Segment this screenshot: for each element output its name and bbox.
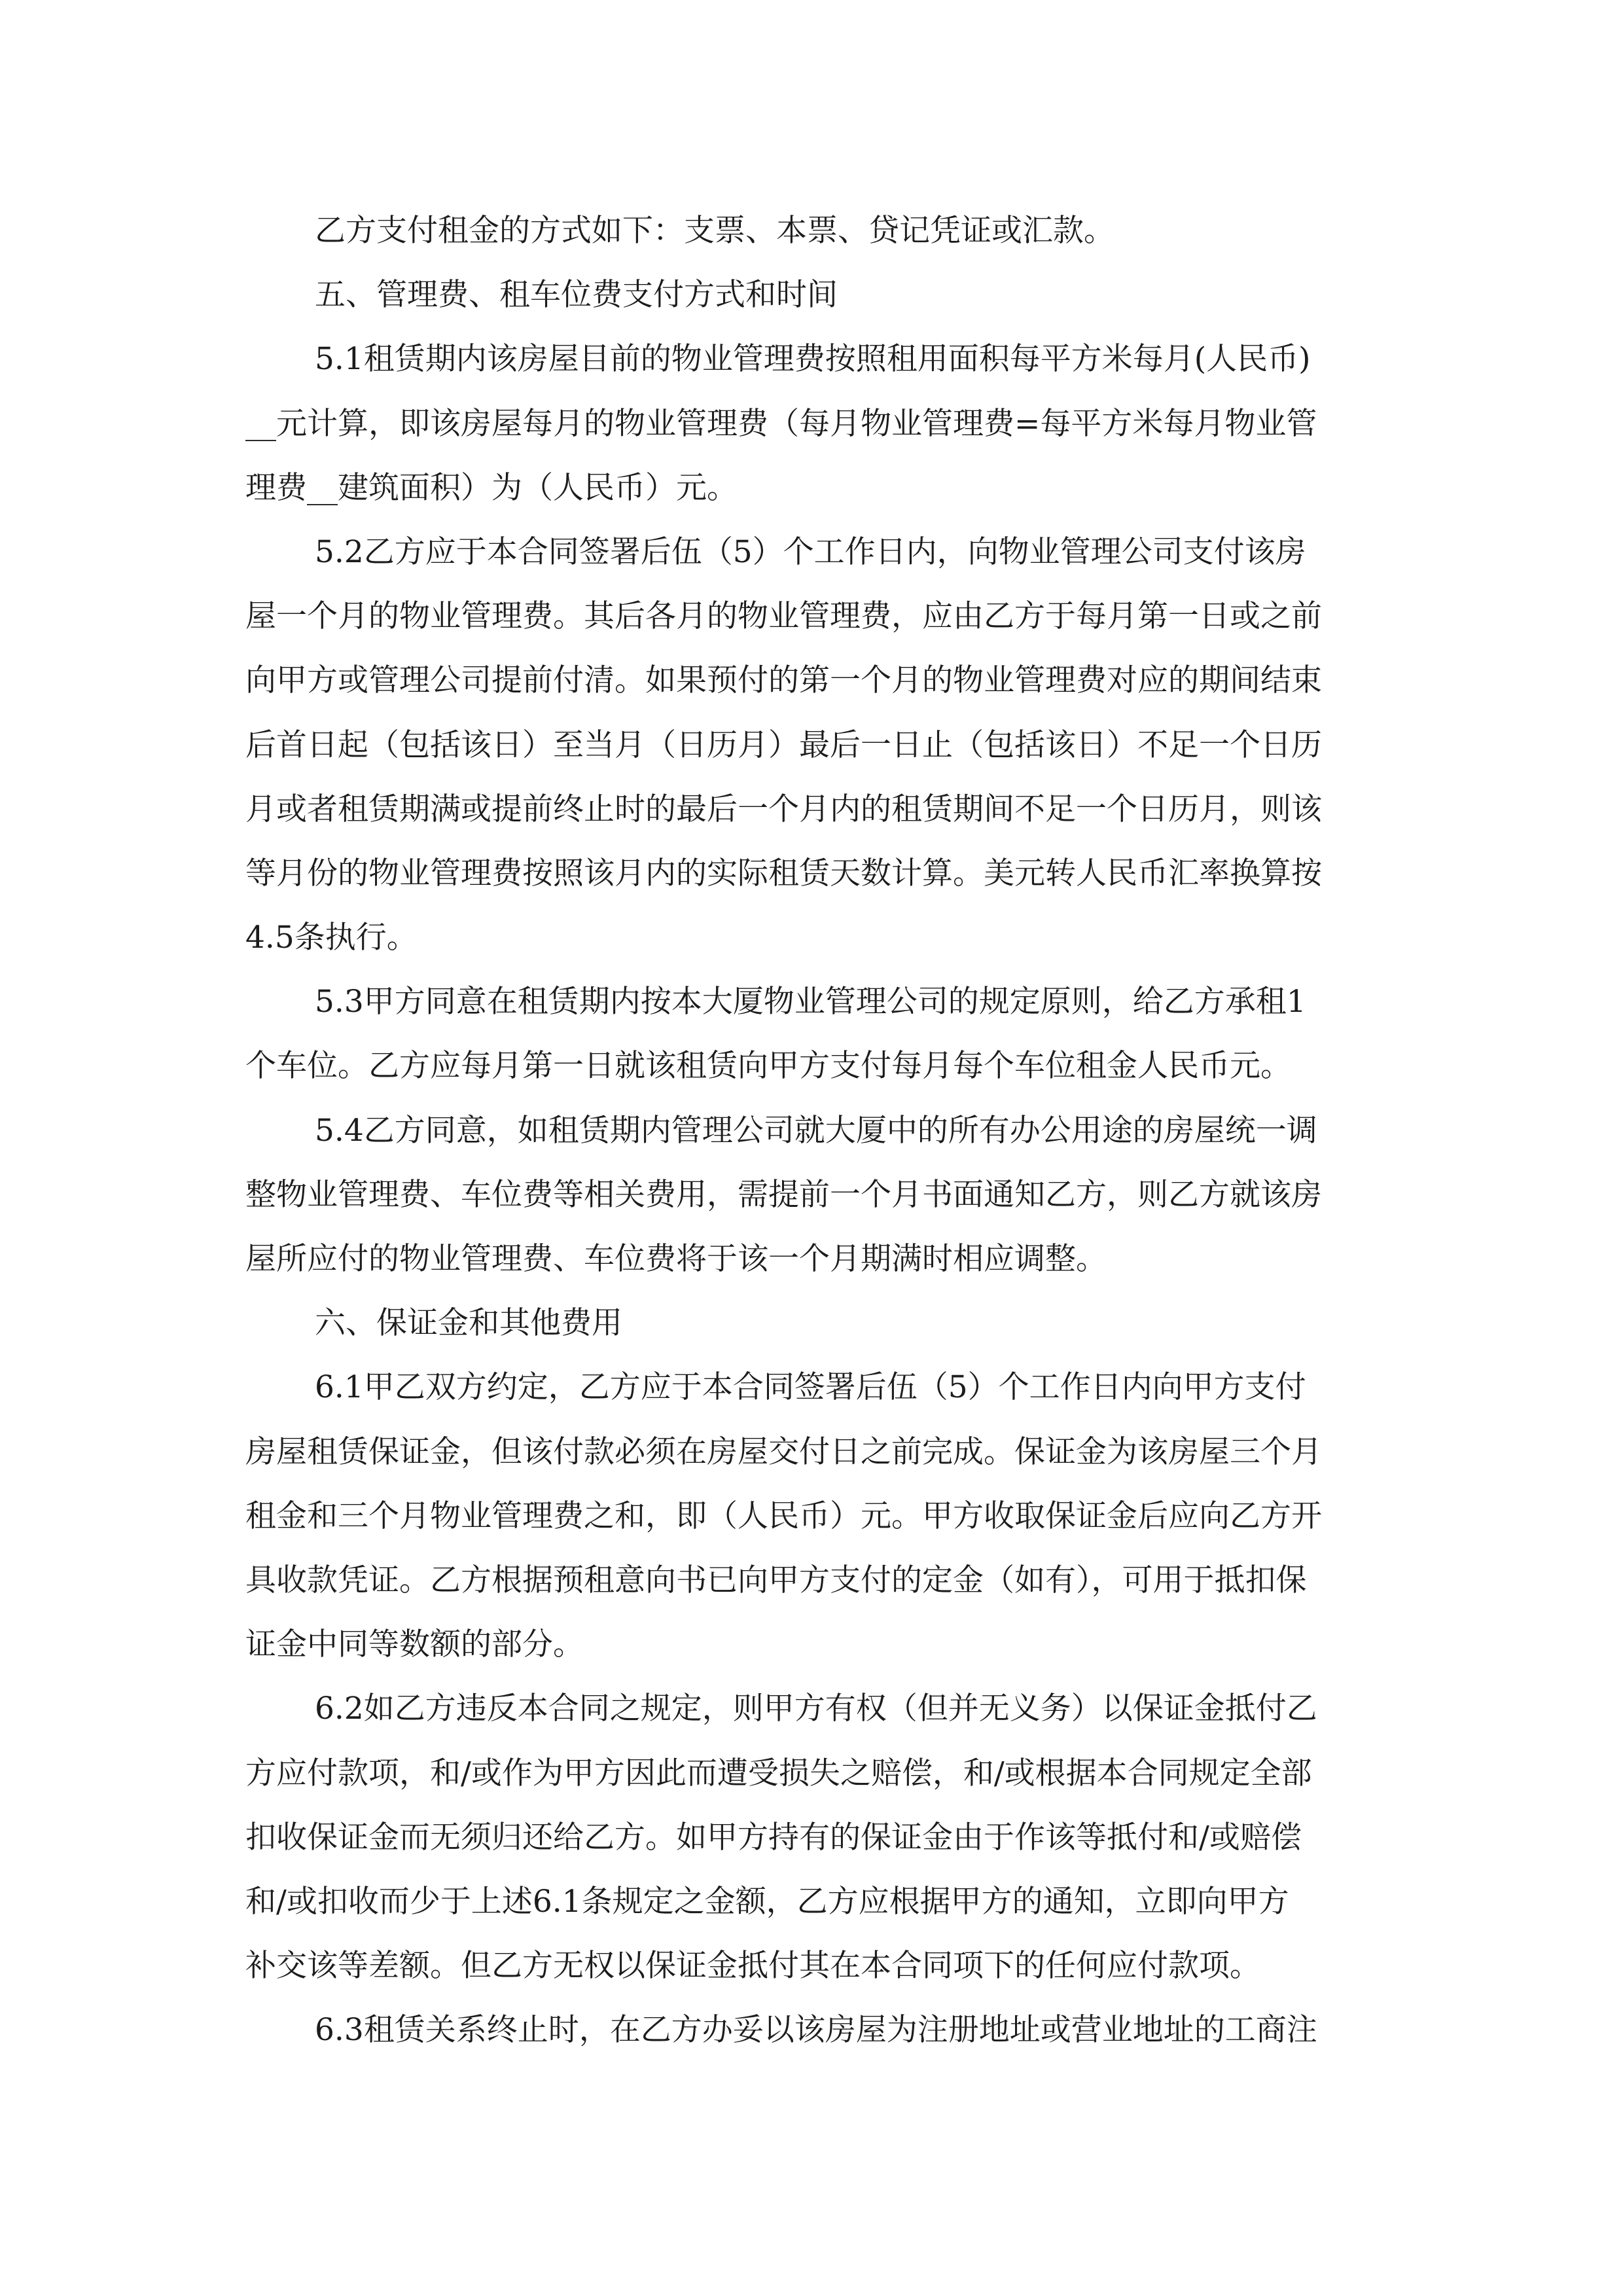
document-line: 乙方支付租金的方式如下：支票、本票、贷记凭证或汇款。 <box>315 213 1115 249</box>
document-line: 5.4乙方同意，如租赁期内管理公司就大厦中的所有办公用途的房屋统一调 <box>315 1112 1317 1149</box>
document-line: 证金中同等数额的部分。 <box>245 1626 584 1663</box>
document-line: 4.5条执行。 <box>245 920 418 956</box>
document-line: 5.3甲方同意在租赁期内按本大厦物业管理公司的规定原则，给乙方承租1 <box>315 984 1306 1020</box>
document-line: 后首日起（包括该日）至当月（日历月）最后一日止（包括该日）不足一个日历 <box>245 726 1322 763</box>
document-line: 屋所应付的物业管理费、车位费将于该一个月期满时相应调整。 <box>245 1241 1107 1277</box>
document-line: 5.1租赁期内该房屋目前的物业管理费按照租用面积每平方米每月(人民币) <box>315 341 1311 378</box>
document-line: 5.2乙方应于本合同签署后伍（5）个工作日内，向物业管理公司支付该房 <box>315 533 1306 570</box>
document-line: 房屋租赁保证金，但该付款必须在房屋交付日之前完成。保证金为该房屋三个月 <box>245 1433 1322 1470</box>
document-line: 屋一个月的物业管理费。其后各月的物业管理费，应由乙方于每月第一日或之前 <box>245 598 1322 635</box>
document-line: 方应付款项，和/或作为甲方因此而遭受损失之赔偿，和/或根据本合同规定全部 <box>245 1755 1312 1791</box>
document-line: 个车位。乙方应每月第一日就该租赁向甲方支付每月每个车位租金人民币元。 <box>245 1048 1291 1085</box>
document-line: 具收款凭证。乙方根据预租意向书已向甲方支付的定金（如有），可用于抵扣保 <box>245 1562 1307 1598</box>
document-line: 6.1甲乙双方约定，乙方应于本合同签署后伍（5）个工作日内向甲方支付 <box>315 1369 1306 1406</box>
document-line: 六、保证金和其他费用 <box>315 1305 622 1342</box>
document-line: 月或者租赁期满或提前终止时的最后一个月内的租赁期间不足一个日历月，则该 <box>245 791 1322 827</box>
document-line: 向甲方或管理公司提前付清。如果预付的第一个月的物业管理费对应的期间结束 <box>245 662 1322 699</box>
document-line: 五、管理费、租车位费支付方式和时间 <box>315 277 838 314</box>
document-line: 扣收保证金而无须归还给乙方。如甲方持有的保证金由于作该等抵付和/或赔偿 <box>245 1819 1302 1856</box>
document-line: 6.3租赁关系终止时，在乙方办妥以该房屋为注册地址或营业地址的工商注 <box>315 2012 1317 2049</box>
document-line: 等月份的物业管理费按照该月内的实际租赁天数计算。美元转人民币汇率换算按 <box>245 855 1322 891</box>
document-body <box>245 199 1378 2062</box>
document-line: 和/或扣收而少于上述6.1条规定之金额，乙方应根据甲方的通知，立即向甲方 <box>245 1883 1289 1920</box>
document-line: 理费__建筑面积）为（人民币）元。 <box>245 469 738 506</box>
document-line: 补交该等差额。但乙方无权以保证金抵付其在本合同项下的任何应付款项。 <box>245 1948 1260 1984</box>
document-line: 整物业管理费、车位费等相关费用，需提前一个月书面通知乙方，则乙方就该房 <box>245 1176 1322 1213</box>
document-line: 租金和三个月物业管理费之和，即（人民币）元。甲方收取保证金后应向乙方开 <box>245 1498 1322 1534</box>
document-line: __元计算，即该房屋每月的物业管理费（每月物业管理费=每平方米每月物业管 <box>245 405 1317 442</box>
document-line: 6.2如乙方违反本合同之规定，则甲方有权（但并无义务）以保证金抵付乙 <box>315 1691 1317 1727</box>
